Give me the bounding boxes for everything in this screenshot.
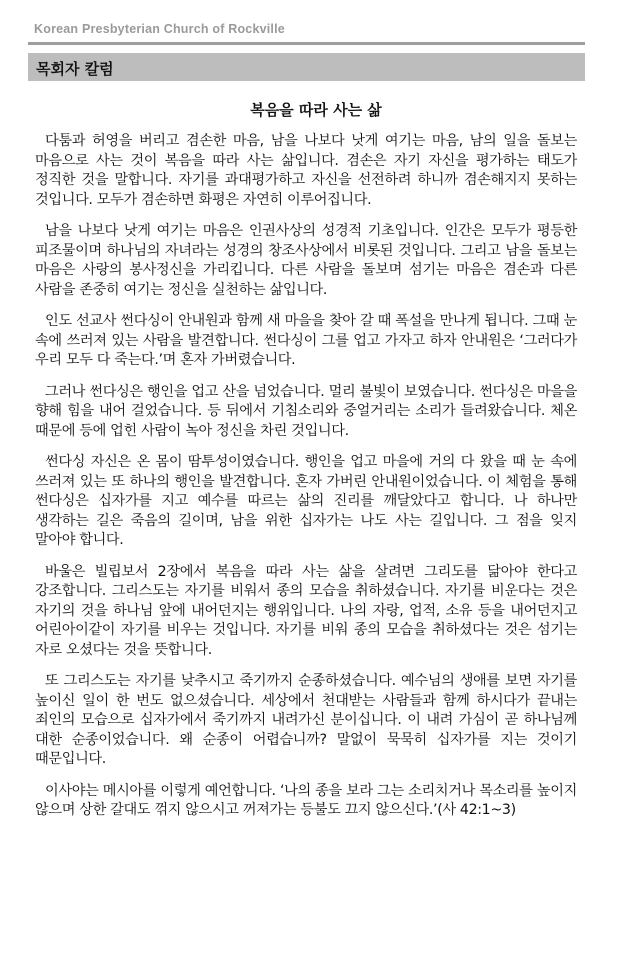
article-paragraph: 이사야는 메시아를 이렇게 예언합니다. ‘나의 종을 보라 그는 소리치거나 목소리를 높이지 않으며 상한 갈대도 꺾지 않으시고 꺼져가는 등불도 끄지 않으신다.’(사 42:1~3) <box>35 782 577 818</box>
article-body <box>35 132 577 833</box>
article-title: 복음을 따라 사는 삶 <box>250 101 382 119</box>
article-paragraph: 인도 선교사 썬다싱이 안내원과 함께 새 마을을 찾아 갈 때 폭설을 만나게 됩니다. 그때 눈 속에 쓰러져 있는 사람을 발견합니다. 썬다싱이 그를 업고 가자고 하자 안내원은 ‘그러다가 우리 모두 다 죽는다.’며 혼자 가버렸습니다. <box>35 313 577 368</box>
article-paragraph: 또 그리스도는 자기를 낮추시고 죽기까지 순종하셨습니다. 예수님의 생애를 보면 자기를 높이신 일이 한 번도 없으셨습니다. 세상에서 천대받는 사람들과 함께 하시다가 끝내는 죄인의 모습으로 십자가에서 죽기까지 내려가신 분이십니다. 이 내려 가심이 곧 하나님께 대한 순종이었습니다. 왜 순종이 어렵습니까? 말없이 묵묵히 십자가를 지는 것이기 때문입니다. <box>35 673 577 767</box>
article-paragraph: 다툼과 허영을 버리고 겸손한 마음, 남을 나보다 낫게 여기는 마음, 남의 일을 돌보는 마음으로 사는 것이 복음을 따라 사는 삶입니다. 겸손은 자기 자신을 평가하는 태도가 정직한 것을 말합니다. 자기를 과대평가하고 자신을 선전하려 하니까 겸손해지지 못하는 것입니다. 모두가 겸손하면 화평은 자연히 이루어집니다. <box>35 133 577 208</box>
article-paragraph: 바울은 빌립보서 2장에서 복음을 따라 사는 삶을 살려면 그리도를 닮아야 한다고 강조합니다. 그리스도는 자기를 비워서 종의 모습을 취하셨습니다. 자기를 비운다는 것은 자기의 것을 하나님 앞에 내어던지는 행위입니다. 나의 자랑, 업적, 소유 등을 내어던지고 어린아이같이 자기를 비우는 것입니다. 자기를 비워 종의 모습을 취하셨다는 것은 섬기는 자로 오셨다는 것을 뜻합니다. <box>35 563 577 658</box>
church-name: Korean Presbyterian Church of Rockville <box>34 22 285 36</box>
article-paragraph: 남을 나보다 낫게 여기는 마음은 인권사상의 성경적 기초입니다. 인간은 모두가 평등한 피조물이며 하나님의 자녀라는 성경의 창조사상에서 비롯된 것입니다. 그리고 남을 돌보는 마음은 사랑의 봉사정신을 가리킵니다. 다른 사람을 돌보며 섬기는 마음은 겸손과 다른 사람을 존중히 여기는 정신을 실천하는 삶입니다. <box>35 223 577 298</box>
section-title: 목회자 칼럼 <box>36 60 114 78</box>
article-paragraph: 썬다싱 자신은 온 몸이 땀투성이였습니다. 행인을 업고 마을에 거의 다 왔을 때 눈 속에 쓰러져 있는 또 하나의 행인을 발견합니다. 혼자 가버린 안내원이었습니다. 이 체험을 통해 썬다싱은 십자가를 지고 예수를 따르는 삶의 진리를 깨달았다고 합니다. 나 하나만 생각하는 길은 죽음의 길이며, 남을 위한 십자가는 나도 사는 길입니다. 그 점을 잊지 말아야 합니다. <box>35 454 577 548</box>
section-header-bar <box>28 53 585 81</box>
header-rule <box>28 42 585 45</box>
article-paragraph: 그러나 썬다싱은 행인을 업고 산을 넘었습니다. 멀리 불빛이 보였습니다. 썬다싱은 마을을 향해 힘을 내어 걸었습니다. 등 뒤에서 기침소리와 중얼거리는 소리가 들려왔습니다. 체온 때문에 등에 업힌 사람이 녹아 정신을 차린 것입니다. <box>35 383 577 439</box>
